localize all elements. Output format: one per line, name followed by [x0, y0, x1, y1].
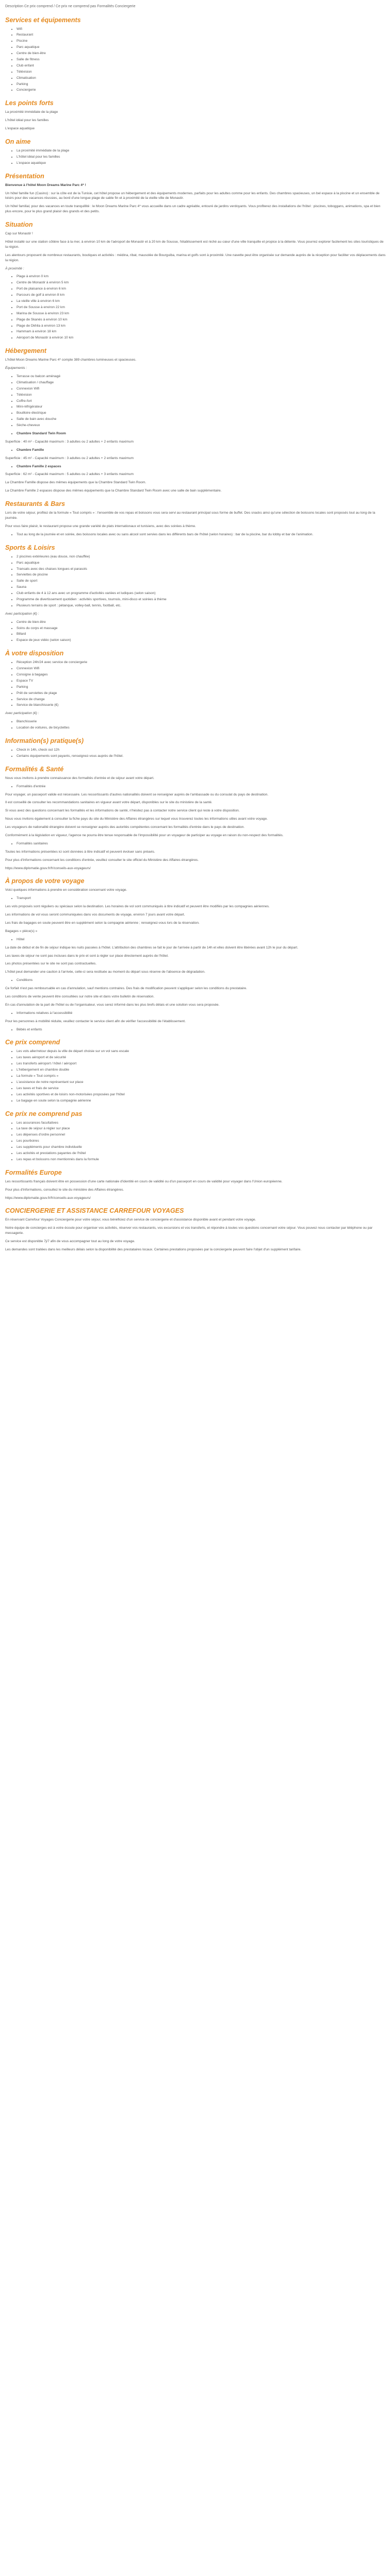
- list-item: • La vieille ville à environ 6 km: [17, 299, 386, 304]
- apropos-list: [5, 1011, 386, 1016]
- paragraph: Les vols proposés sont réguliers ou spéciaux selon la destination. Les horaires de vol sont communiqués à titre indicatif et peuvent être modifiés par les compagnies aériennes.: [5, 905, 270, 909]
- paragraph: Les conditions de vente peuvent être consultées sur notre site et dans votre bulletin de réservation.: [5, 995, 155, 999]
- list-item: • Coffre-fort: [17, 399, 386, 404]
- paragraph: Si vous avez des questions concernant les formalités et les informations de santé, n'hésitez pas à contacter notre service client qui reste à votre disposition.: [5, 809, 240, 813]
- sports-payant-list: [5, 620, 386, 643]
- list-item: • Marina de Sousse à environ 23 km: [17, 311, 386, 316]
- list-item: • Service de change: [17, 697, 386, 702]
- list-item: • Aéroport de Monastir à environ 10 km: [17, 335, 386, 341]
- aime-title: On aime: [5, 138, 31, 145]
- list-item: • Restaurant: [17, 32, 386, 38]
- list-item: • Terrasse ou balcon aménagé: [17, 374, 386, 379]
- list-item: • Plage de Skanès à environ 10 km: [17, 317, 386, 323]
- list-item: • Hôtel: [17, 937, 386, 942]
- paragraph: Pour les personnes à mobilité réduite, veuillez contacter le service client afin de vérifier l'accessibilité de l'établissement.: [5, 1019, 186, 1023]
- list-item: • Les taxes et frais de service: [17, 1086, 386, 1091]
- list-item: • Port de plaisance à environ 6 km: [17, 286, 386, 292]
- breadcrumb[interactable]: Description Ce prix comprend / Ce prix ne comprend pas Formalités Conciergerie: [5, 5, 136, 8]
- paragraph: Voici quelques informations à prendre en considération concernant votre voyage.: [5, 888, 127, 892]
- list-item: • Bébés et enfants: [17, 1027, 386, 1032]
- list-item: • Les assurances facultatives: [17, 1121, 386, 1126]
- list-item: • Conditions: [17, 978, 386, 983]
- page: [0, 0, 391, 1261]
- list-item: • Parking: [17, 82, 386, 87]
- paragraph: Un hôtel familial, pour des vacances en toute tranquillité : le Moon Dreams Marine Parc 4* vous accueille dans un cadre agréable, entouré de jardins verdoyants. Vous profiterez des installations de l'hôtel : piscines, toboggans, animations, spa et bien plus encore, pour le plus grand plaisir des grands et des petits.: [5, 205, 381, 214]
- apropos-list: [5, 937, 386, 942]
- aime-list: [5, 148, 386, 166]
- list-item: • Service de blanchisserie (€): [17, 703, 386, 708]
- paragraph: La Chambre Famille dispose des mêmes équipements que la Chambre Standard Twin Room.: [5, 481, 146, 485]
- paragraph: Pour vous faire plaisir, le restaurant propose une grande variété de plats internationaux et tunisiens, avec des soirées à thème.: [5, 524, 196, 528]
- list-item: • Télévision: [17, 393, 386, 398]
- prix-comprend-list: [5, 1049, 386, 1103]
- paragraph: Toutes les informations présentées ici sont données à titre indicatif et peuvent évoluer sans préavis.: [5, 850, 155, 854]
- pratique-payant-label: Avec participation (€) :: [5, 711, 39, 716]
- list-item: • Les taxes aéroport et de sécurité: [17, 1055, 386, 1060]
- list-item: • Piscine: [17, 39, 386, 44]
- information-title: Information(s) pratique(s): [5, 737, 84, 744]
- formalites-europe-title: Formalités Europe: [5, 1168, 62, 1176]
- list-item: • Salle de sport: [17, 579, 386, 584]
- proximite-list: [5, 274, 386, 341]
- list-item: • Soins du corps et massage: [17, 626, 386, 631]
- sports-title: Sports & Loisirs: [5, 544, 55, 551]
- list-item: • Climatisation: [17, 76, 386, 81]
- list-item: • Les dépenses d'ordre personnel: [17, 1132, 386, 1138]
- room-list: [5, 464, 386, 469]
- list-item: • Connexion Wifi: [17, 386, 386, 392]
- link[interactable]: https://www.diplomatie.gouv.fr/fr/conseils-aux-voyageurs/: [5, 1196, 91, 1200]
- paragraph: Hôtel installé sur une station côtière face à la mer, à environ 10 km de l'aéroport de Monastir et à 20 km de Sousse, l'établissement est niché au cœur d'une ville tranquille et propice à la détente. Vous pourrez explorer facilement les sites touristiques de la région.: [5, 240, 384, 249]
- list-item: • Billard: [17, 632, 386, 637]
- list-item: • Port de Sousse à environ 22 km: [17, 305, 386, 310]
- equip-label: Équipements :: [5, 366, 27, 370]
- equip-list: [5, 374, 386, 428]
- paragraph: En réservant Carrefour Voyages Conciergerie pour votre séjour, vous bénéficiez d'un service de conciergerie et d'assistance disponible avant et pendant votre voyage.: [5, 1218, 256, 1222]
- paragraph: Les voyageurs de nationalité étrangère doivent se renseigner auprès des autorités compétentes concernant les formalités d'entrée dans le pays de destination.: [5, 825, 245, 829]
- list-item: • Hammam à environ 18 km: [17, 329, 386, 334]
- list-item: • Transats avec des chaises longues et parasols: [17, 567, 386, 572]
- paragraph: Ce forfait n'est pas remboursable en cas d'annulation, sauf mentions contraires. Des frais de modification peuvent s'appliquer selon les conditions du prestataire.: [5, 987, 247, 991]
- presentation-intro: Bienvenue à l'hôtel Moon Dreams Marine Parc 4* !: [5, 183, 86, 187]
- paragraph: Cap sur Monastir !: [5, 232, 33, 236]
- list-item: • Check in 14h, check out 12h: [17, 748, 386, 753]
- list-item: • Informations relatives à l'accessibilité: [17, 1011, 386, 1016]
- list-item: • Salle de fitness: [17, 57, 386, 62]
- list-item: • L'espace aquatique: [17, 161, 386, 166]
- paragraph: L'espace aquatique: [5, 127, 35, 131]
- sports-list: [5, 554, 386, 608]
- room-name: • Chambre Standard Twin Room: [17, 431, 386, 436]
- list-item: • Les suppléments pour chambre individuelle: [17, 1145, 386, 1150]
- list-item: • Consigne à bagages: [17, 672, 386, 677]
- formalites-title: Formalités & Santé: [5, 765, 64, 773]
- list-item: • Espace TV: [17, 679, 386, 684]
- prix-pas-comprend-list: [5, 1121, 386, 1162]
- list-item: • Salle de bain avec douche: [17, 417, 386, 422]
- list-item: • Transport: [17, 896, 386, 901]
- prix-pas-comprend-title: Ce prix ne comprend pas: [5, 1110, 83, 1117]
- services-title: Services et équipements: [5, 16, 81, 24]
- list-item: • Parc aquatique: [17, 45, 386, 50]
- plus-title: Les points forts: [5, 99, 54, 107]
- list-item: • Parc aquatique: [17, 561, 386, 566]
- paragraph: Il est conseillé de consulter les recommandations sanitaires en vigueur avant votre départ, disponibles sur le site du ministère de la santé.: [5, 801, 213, 805]
- room-name: • Chambre Famille 2 espaces: [17, 464, 386, 469]
- paragraph: Un hôtel famille fun (Casino) : sur la côte est de la Tunisie, cet hôtel propose un hébergement et des équipements modernes, parfaits pour les adultes comme pour les enfants. Des chambres spacieuses, un bel espace à la piscine et un ensemble de loisirs pour des vacances réussies, au bord d'une longue plage de sable fin et à proximité de la vieille ville de Monastir.: [5, 191, 380, 200]
- paragraph: L'hôtel Moon Dreams Marine Parc 4* compte 389 chambres lumineuses et spacieuses.: [5, 358, 137, 362]
- list-item: • Wifi: [17, 27, 386, 32]
- paragraph: Les photos présentées sur le site ne sont pas contractuelles.: [5, 962, 97, 966]
- room-name: • Chambre Famille: [17, 448, 386, 453]
- list-item: • Plusieurs terrains de sport : pétanque, volley-ball, tennis, football, etc.: [17, 603, 386, 608]
- paragraph: [5, 183, 386, 188]
- list-item: • Club enfants de 4 à 12 ans avec un programme d'activités variées et ludiques (selon saison): [17, 591, 386, 596]
- list-item: • Bouilloire électrique: [17, 411, 386, 416]
- paragraph: La Chambre Famille 2 espaces dispose des mêmes équipements que la Chambre Standard Twin Room avec une salle de bain supplémentaire.: [5, 489, 222, 493]
- list-item: • Plage de Dkhila à environ 13 km: [17, 324, 386, 329]
- paragraph: Notre équipe de concierges est à votre écoute pour organiser vos activités, réserver vos restaurants, vos excursions et vos transferts, et répondre à toutes vos questions concernant votre séjour. Vous pouvez nous contacter par téléphone ou par messagerie.: [5, 1226, 373, 1235]
- paragraph: Nous vous invitons à prendre connaissance des formalités d'entrée et de séjour avant votre départ.: [5, 776, 154, 780]
- pratique-payant-list: [5, 719, 386, 731]
- sports-payant-label: Avec participation (€) :: [5, 612, 39, 616]
- room-list: [5, 448, 386, 453]
- paragraph: Bagages « pièce(s) »: [5, 929, 38, 933]
- paragraph: Les demandes sont traitées dans les meilleurs délais selon la disponibilité des prestataires locaux. Certaines prestations proposées par la conciergerie peuvent faire l'objet d'un supplément tarifaire.: [5, 1247, 302, 1251]
- paragraph: La date de début et de fin de séjour indique les nuits passées à l'hôtel. L'attribution des chambres se fait le jour de l'arrivée à partir de 14h et elles doivent être libérées avant 12h le jour du départ.: [5, 945, 298, 950]
- paragraph: L'hôtel peut demander une caution à l'arrivée, celle-ci sera restituée au moment du départ sous réserve de l'absence de dégradation.: [5, 970, 205, 974]
- paragraph: Ce service est disponible 7j/7 afin de vous accompagner tout au long de votre voyage.: [5, 1240, 135, 1244]
- apropos-title: À propos de votre voyage: [5, 877, 85, 885]
- list-item: • Les vols aller/retour depuis la ville de départ choisie sur un vol sans escale: [17, 1049, 386, 1054]
- list-item: • Les pourboires: [17, 1139, 386, 1144]
- list-item: • Conciergerie: [17, 88, 386, 93]
- situation-title: Situation: [5, 221, 33, 229]
- list-item: • Télévision: [17, 70, 386, 75]
- restaurants-title: Restaurants & Bars: [5, 500, 66, 508]
- list-item: • La taxe de séjour à régler sur place: [17, 1126, 386, 1131]
- list-item: • L'assistance de notre représentant sur place: [17, 1080, 386, 1085]
- list-item: • L'hébergement en chambre double: [17, 1067, 386, 1073]
- list-item: • Sauna: [17, 585, 386, 590]
- list-item: • Climatisation / chauffage: [17, 380, 386, 385]
- list-item: • Centre de bien-être: [17, 51, 386, 56]
- paragraph: Lors de votre séjour, profitez de la formule « Tout compris » : l'ensemble de vos repas et boissons vous sera servi au restaurant principal sous forme de buffet. Des snacks ainsi qu'une sélection de boissons locales sont proposés tout au long de la journée.: [5, 511, 376, 520]
- list-item: • Formalités sanitaires: [17, 841, 386, 846]
- paragraph: Pour voyager, un passeport valide est nécessaire. Les ressortissants d'autres nationalités doivent se renseigner auprès de l'ambassade ou du consulat du pays de destination.: [5, 792, 269, 796]
- paragraph: L'hôtel idéal pour les familles: [5, 118, 49, 123]
- list-item: • Parking: [17, 685, 386, 690]
- list-item: • La proximité immédiate de la plage: [17, 148, 386, 154]
- paragraph: Les taxes de séjour ne sont pas incluses dans le prix et sont à régler sur place directement auprès de l'hôtel.: [5, 954, 169, 958]
- list-item: • Espace de jeux vidéo (selon saison): [17, 638, 386, 643]
- list-item: • L'hôtel idéal pour les familles: [17, 155, 386, 160]
- services-list: [5, 27, 386, 93]
- formalites-list: [5, 841, 386, 846]
- list-item: • Connexion Wifi: [17, 666, 386, 671]
- apropos-list: [5, 896, 386, 901]
- paragraph: Pour plus d'informations concernant les conditions d'entrée, veuillez consulter le site officiel du Ministère des Affaires étrangères.: [5, 858, 199, 862]
- list-item: • Plage à environ 0 km: [17, 274, 386, 279]
- room-desc: Superficie : 62 m² - Capacité maximum : 5 adultes ou 2 adultes + 3 enfants maximum: [5, 472, 134, 477]
- list-item: • Réception 24h/24 avec service de conciergerie: [17, 660, 386, 665]
- list-item: • Certains équipements sont payants, renseignez-vous auprès de l'hôtel.: [17, 754, 386, 759]
- conciergerie-title: CONCIERGERIE ET ASSISTANCE CARREFOUR VOYAGES: [5, 1207, 184, 1215]
- list-item: • Les activités et prestations payantes de l'hôtel: [17, 1151, 386, 1156]
- apropos-list: [5, 978, 386, 983]
- list-item: • Formalités d'entrée: [17, 784, 386, 789]
- link[interactable]: https://www.diplomatie.gouv.fr/fr/conseils-aux-voyageurs/: [5, 866, 91, 870]
- list-item: • Blanchisserie: [17, 719, 386, 724]
- list-item: • Sèche-cheveux: [17, 423, 386, 428]
- list-item: • Le bagage en soute selon la compagnie aérienne: [17, 1098, 386, 1104]
- list-item: • Mini-réfrigérateur: [17, 404, 386, 410]
- paragraph: Les frais de bagages en soute peuvent être en supplément selon la compagnie aérienne ; renseignez-vous lors de la réservation.: [5, 921, 200, 925]
- pratique-title: À votre disposition: [5, 650, 64, 657]
- prix-comprend-title: Ce prix comprend: [5, 1039, 60, 1046]
- list-item: • Tout au long de la journée et en soirée, des boissons locales avec ou sans alcool sont servies dans les différents bars de l'hôtel (selon horaires) : bar de la piscine, bar du lobby et bar de l'animation.: [17, 532, 386, 537]
- list-item: • Parcours de golf à environ 8 km: [17, 293, 386, 298]
- list-item: • Les transferts aéroport / hôtel / aéroport: [17, 1061, 386, 1066]
- presentation-title: Présentation: [5, 172, 44, 180]
- paragraph: Les alentours proposent de nombreux restaurants, boutiques et activités : médina, ribat, mausolée de Bourguiba, marina et golfs sont à proximité. Une navette peut être organisée sur demande auprès de la réception pour faciliter vos déplacements dans la région.: [5, 253, 386, 262]
- list-item: • Centre de Monastir à environ 5 km: [17, 280, 386, 285]
- list-item: • Les repas et boissons non mentionnés dans la formule: [17, 1157, 386, 1162]
- apropos-list: [5, 1027, 386, 1032]
- list-item: • Centre de bien-être: [17, 620, 386, 625]
- list-item: • Prêt de serviettes de plage: [17, 691, 386, 696]
- hebergement-title: Hébergement: [5, 347, 46, 355]
- list-item: • 2 piscines extérieures (eau douce, non chauffée): [17, 554, 386, 560]
- paragraph: En cas d'annulation de la part de l'hôtel ou de l'organisateur, vous serez informé dans les plus brefs délais et une solution vous sera proposée.: [5, 1003, 220, 1007]
- paragraph: Les informations de vol vous seront communiquées dans vos documents de voyage, environ 7 jours avant votre départ.: [5, 913, 185, 917]
- paragraph: La proximité immédiate de la plage: [5, 110, 58, 114]
- paragraph: Pour plus d'informations, consultez le site du ministère des Affaires étrangères.: [5, 1188, 124, 1192]
- paragraph: Les ressortissants français doivent être en possession d'une carte nationale d'identité en cours de validité ou d'un passeport en cours de validité pour voyager dans l'Union européenne.: [5, 1179, 283, 1183]
- list-item: • Programme de divertissement quotidien : activités sportives, tournois, mini-disco et soirées à thème: [17, 597, 386, 602]
- restaurants-list: [5, 532, 386, 537]
- list-item: • Location de voitures, de bicyclettes: [17, 725, 386, 731]
- proximite-label: À proximité :: [5, 266, 24, 270]
- paragraph: Conformément à la législation en vigueur, l'agence ne pourra être tenue responsable de l'impossibilité pour un voyageur de participer au voyage en raison du non-respect des formalités.: [5, 834, 284, 837]
- list-item: • Les activités sportives et de loisirs non-motorisées proposées par l'hôtel: [17, 1092, 386, 1097]
- list-item: • La formule « Tout compris »: [17, 1074, 386, 1079]
- paragraph: Nous vous invitons également à consulter la fiche pays du site du Ministère des Affaires étrangères sur lequel vous trouverez toutes les informations utiles avant votre voyage.: [5, 817, 268, 821]
- list-item: • Club enfant: [17, 63, 386, 69]
- list-item: • Serviettes de piscine: [17, 572, 386, 578]
- pratique-list: [5, 660, 386, 708]
- information-list: [5, 748, 386, 759]
- formalites-list: [5, 784, 386, 789]
- room-desc: Superficie : 40 m² - Capacité maximum : 3 adultes ou 2 adultes + 2 enfants maximum: [5, 439, 134, 444]
- room-list: [5, 431, 386, 436]
- room-desc: Superficie : 45 m² - Capacité maximum : 3 adultes ou 2 adultes + 2 enfants maximum: [5, 456, 134, 460]
